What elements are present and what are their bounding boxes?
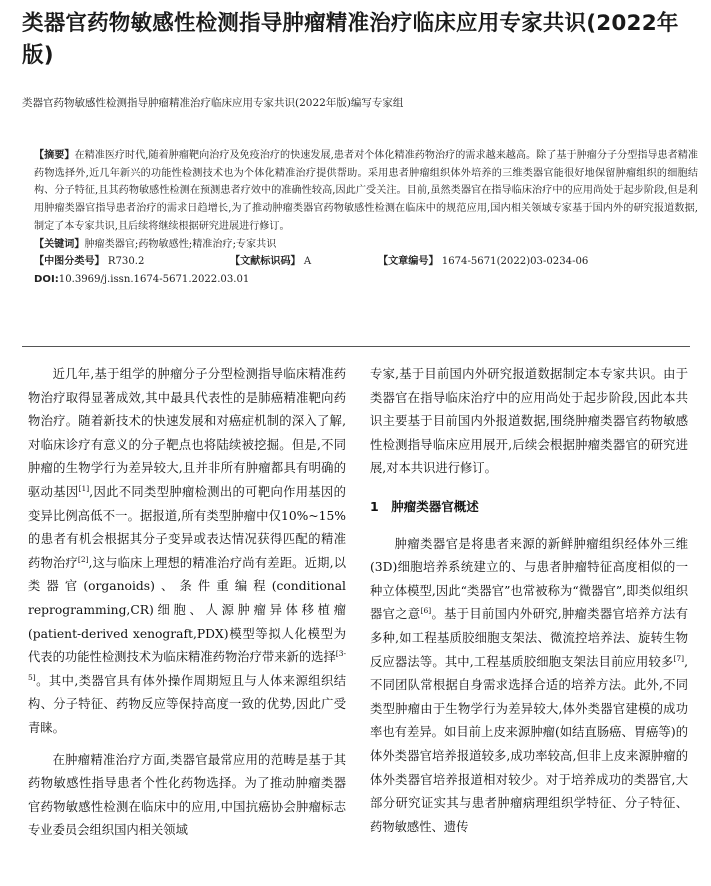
text-run: 近几年,基于组学的肿瘤分子分型检测指导临床精准药物治疗取得显著成效,其中最具代表性的是肺癌精准靶向药物治疗。随着新技术的快速发展和对癌症机制的深入了解,对临床诊疗有意义的分子靶点也将陆续被挖掘。但是,不同肿瘤的生物学行为差异较大,且并非所有肿瘤都具有明确的驱动基因: [28, 367, 346, 499]
doi-label: DOI:: [34, 273, 59, 285]
citation: [2]: [77, 554, 89, 564]
article-number-value: 1674-5671(2022)03-0234-06: [441, 256, 589, 268]
doi: [34, 271, 698, 289]
body-paragraph: [28, 363, 346, 741]
clc-value: R730.2: [107, 256, 145, 268]
abstract-text: 在精准医疗时代,随着肿瘤靶向治疗及免疫治疗的快速发展,患者对个体化精准药物治疗的需求越来越高。除了基于肿瘤分子分型指导患者精准药物选择外,近几年新兴的功能性检测技术也为个体化精准治疗提供帮助。采用患者肿瘤组织体外培养的三维类器官能很好地保留肿瘤组织的细胞结构、分子特征,且其药物敏感性检测在预测患者疗效中的准确性较高,因此广受关注。目前,虽然类器官在指导临床治疗中的应用尚处于起步阶段,但是利用肿瘤类器官指导患者治疗的需求日趋增长,为了推动肿瘤类器官药物敏感性检测在临床中的规范应用,国内相关领域专家基于国内外的研究报道数据,制定了本专家共识,且后续将继续根据研究进展进行修订。: [34, 150, 698, 232]
doc-code-value: A: [303, 256, 312, 268]
text-run: ,因此不同类型肿瘤检测出的可靶向作用基因的变异比例高低不一。据报道,所有类型肿瘤中仅10%~15%的患者有机会根据其分子变异或表达情况获得匹配的精准药物治疗: [28, 484, 346, 570]
body-paragraph: 在肿瘤精准治疗方面,类器官最常应用的范畴是基于其药物敏感性指导患者个性化药物选择。为了推动肿瘤类器官药物敏感性检测在临床中的应用,中国抗癌协会肿瘤标志专业委员会组织国内相关领域: [28, 752, 346, 838]
classification-row: [34, 253, 698, 271]
text-run: 。基于目前国内外研究,肿瘤类器官培养方法有多种,如工程基质胶细胞支架法、微流控培养法、旋转生物反应器法等。其中,工程基质胶细胞支架法目前应用较多: [370, 607, 688, 669]
abstract-section: [22, 147, 704, 289]
doc-code-label: 【文献标识码】: [230, 256, 301, 268]
clc-label: 【中图分类号】: [34, 256, 105, 268]
keywords-label: 【关键词】: [34, 238, 85, 250]
abstract-label: 【摘要】: [34, 150, 75, 161]
text-run: ,这与临床上理想的精准治疗尚有差距。近期,以类器官(organoids)、条件重编程(conditional reprogramming,CR)细胞、人源肿瘤异体移植瘤(patient-derived xenograft,PDX)模型等拟人化模型为代表的功能性检测技术为临床精准药物治疗带来新的选择: [28, 555, 346, 665]
citation: [1]: [78, 483, 90, 493]
keywords: [34, 236, 698, 254]
abstract: [34, 147, 698, 236]
section-heading: 1 肿瘤类器官概述: [370, 498, 479, 514]
article-number-label: 【文章编号】: [378, 256, 439, 268]
body-paragraph: 专家,基于目前国内外研究报道数据制定本专家共识。由于类器官在指导临床治疗中的应用尚处于起步阶段,因此本共识主要基于目前国内外报道数据,围绕肿瘤类器官药物敏感性检测指导临床应用展开,后续会根据肿瘤类器官的研究进展,对本共识进行修订。: [370, 367, 688, 476]
text-run: 。其中,类器官具有体外操作周期短且与人体来源组织结构、分子特征、药物反应等保持高度一致的优势,因此广受青睐。: [28, 673, 346, 735]
keywords-text: 肿瘤类器官;药物敏感性;精准治疗;专家共识: [84, 238, 277, 250]
citation: [6]: [420, 606, 432, 616]
body-column-left: [28, 363, 346, 843]
text-run: 肿瘤类器官是将患者来源的新鲜肿瘤组织经体外三维(3D)细胞培养系统建立的、与患者肿瘤特征高度相似的一种立体模型,因此“类器官”也常被称为“微器官”,即类似组织器官之意: [370, 536, 688, 622]
citation: [3-5]: [28, 649, 346, 682]
body-paragraph: [370, 533, 688, 840]
section-divider: [22, 346, 690, 347]
paper-title: 类器官药物敏感性检测指导肿瘤精准治疗临床应用专家共识(2022年版): [22, 11, 679, 68]
text-run: ,不同团队常根据自身需求选择合适的培养方法。此外,不同类型肿瘤由于生物学行为差异较大,体外类器官建模的成功率也有差异。如目前上皮来源肿瘤(如结直肠癌、胃癌等)的体外类器官培养报道较多,成功率较高,但非上皮来源肿瘤的体外类器官培养报道相对较少。对于培养成功的类器官,大部分研究证实其与患者肿瘤病理组织学特征、分子特征、药物敏感性、遗传: [370, 654, 688, 834]
citation: [7]: [673, 653, 685, 663]
body-column-right: [370, 363, 688, 839]
doi-value: 10.3969/j.issn.1674-5671.2022.03.01: [58, 273, 250, 285]
author-group: 类器官药物敏感性检测指导肿瘤精准治疗临床应用专家共识(2022年版)编写专家组: [22, 97, 404, 109]
